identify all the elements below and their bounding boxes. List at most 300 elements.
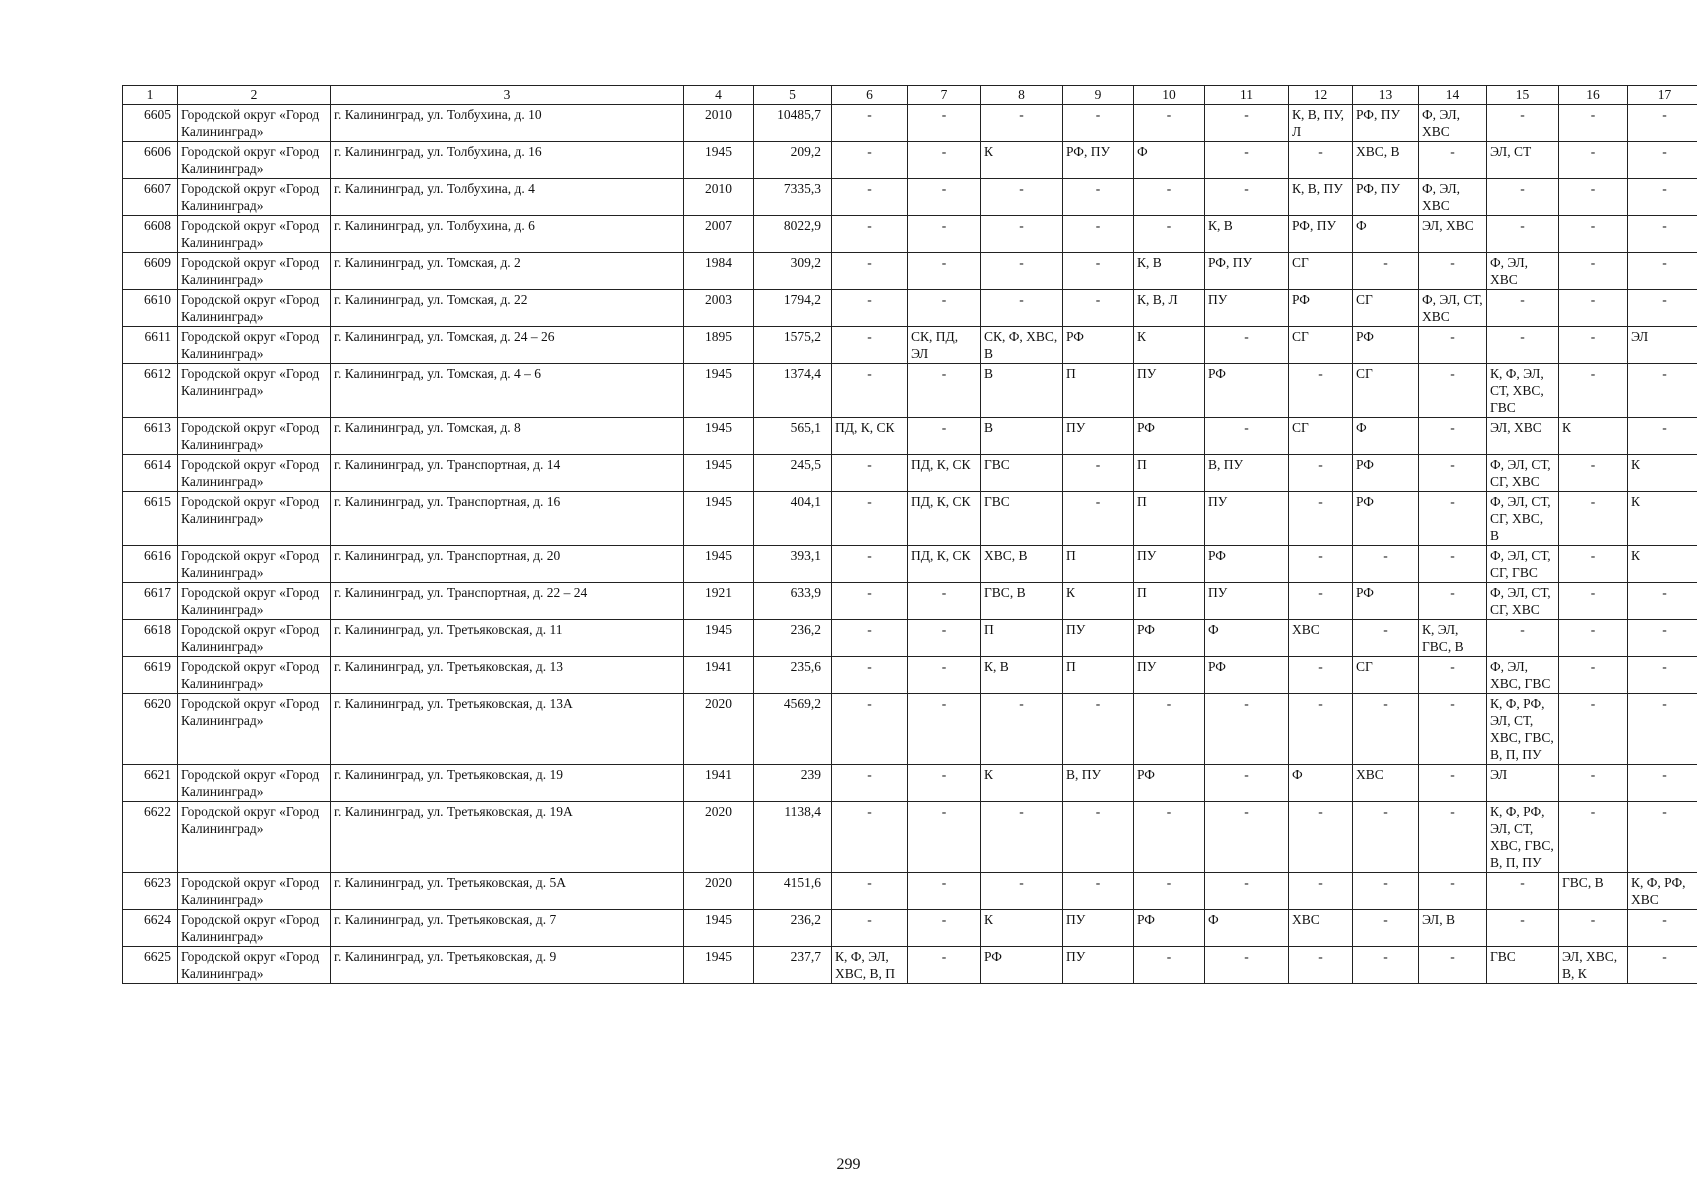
year-cell: 1945 [684, 142, 754, 179]
work-type-cell-col15: ГВС [1487, 947, 1559, 984]
district-cell: Городской округ «Город Калининград» [178, 492, 331, 546]
area-cell: 4569,2 [754, 694, 832, 765]
work-type-cell-col6: - [832, 546, 908, 583]
work-type-cell-col8: В [981, 418, 1063, 455]
work-type-cell-col12: Ф [1289, 765, 1353, 802]
work-type-cell-col14: - [1419, 455, 1487, 492]
work-type-cell-col15: ЭЛ, СТ [1487, 142, 1559, 179]
work-type-cell-col17: - [1628, 947, 1697, 984]
work-type-cell-col14: - [1419, 142, 1487, 179]
year-cell: 1945 [684, 947, 754, 984]
work-type-cell-col9: - [1063, 253, 1134, 290]
work-type-cell-col15: - [1487, 910, 1559, 947]
work-type-cell-col9: - [1063, 105, 1134, 142]
work-type-cell-col7: - [908, 910, 981, 947]
work-type-cell-col16: - [1559, 910, 1628, 947]
address-cell: г. Калининград, ул. Третьяковская, д. 7 [331, 910, 684, 947]
area-cell: 393,1 [754, 546, 832, 583]
district-cell: Городской округ «Город Калининград» [178, 802, 331, 873]
table-row [123, 873, 1697, 910]
work-type-cell-col16: - [1559, 492, 1628, 546]
work-type-cell-col15: К, Ф, РФ, ЭЛ, СТ, ХВС, ГВС, В, П, ПУ [1487, 802, 1559, 873]
work-type-cell-col15: Ф, ЭЛ, СТ, СГ, ХВС [1487, 583, 1559, 620]
work-type-cell-col12: - [1289, 947, 1353, 984]
work-type-cell-col15: Ф, ЭЛ, СТ, СГ, ГВС [1487, 546, 1559, 583]
address-cell: г. Калининград, ул. Томская, д. 4 – 6 [331, 364, 684, 418]
column-header-1: 1 [123, 86, 178, 105]
year-cell: 1945 [684, 620, 754, 657]
work-type-cell-col9: ПУ [1063, 947, 1134, 984]
address-cell: г. Калининград, ул. Третьяковская, д. 13А [331, 694, 684, 765]
district-cell: Городской округ «Город Калининград» [178, 873, 331, 910]
work-type-cell-col13: ХВС [1353, 765, 1419, 802]
row-number-cell: 6612 [123, 364, 178, 418]
work-type-cell-col12: ХВС [1289, 620, 1353, 657]
table-row [123, 142, 1697, 179]
column-header-9: 9 [1063, 86, 1134, 105]
work-type-cell-col8: В [981, 364, 1063, 418]
work-type-cell-col11: Ф [1205, 910, 1289, 947]
district-cell: Городской округ «Город Калининград» [178, 947, 331, 984]
work-type-cell-col16: ГВС, В [1559, 873, 1628, 910]
registry-table [122, 85, 1697, 984]
work-type-cell-col7: - [908, 657, 981, 694]
work-type-cell-col11: РФ [1205, 657, 1289, 694]
work-type-cell-col6: - [832, 657, 908, 694]
work-type-cell-col9: РФ, ПУ [1063, 142, 1134, 179]
work-type-cell-col16: - [1559, 142, 1628, 179]
row-number-cell: 6611 [123, 327, 178, 364]
work-type-cell-col17: ЭЛ [1628, 327, 1697, 364]
work-type-cell-col13: СГ [1353, 364, 1419, 418]
address-cell: г. Калининград, ул. Третьяковская, д. 19А [331, 802, 684, 873]
work-type-cell-col10: ПУ [1134, 546, 1205, 583]
work-type-cell-col13: Ф [1353, 418, 1419, 455]
work-type-cell-col13: - [1353, 253, 1419, 290]
column-header-4: 4 [684, 86, 754, 105]
address-cell: г. Калининград, ул. Транспортная, д. 14 [331, 455, 684, 492]
row-number-cell: 6608 [123, 216, 178, 253]
work-type-cell-col10: П [1134, 583, 1205, 620]
work-type-cell-col10: П [1134, 492, 1205, 546]
work-type-cell-col10: К [1134, 327, 1205, 364]
work-type-cell-col16: - [1559, 216, 1628, 253]
row-number-cell: 6606 [123, 142, 178, 179]
work-type-cell-col9: В, ПУ [1063, 765, 1134, 802]
work-type-cell-col9: П [1063, 546, 1134, 583]
address-cell: г. Калининград, ул. Третьяковская, д. 11 [331, 620, 684, 657]
work-type-cell-col6: - [832, 253, 908, 290]
work-type-cell-col16: - [1559, 802, 1628, 873]
column-header-7: 7 [908, 86, 981, 105]
work-type-cell-col16: - [1559, 364, 1628, 418]
work-type-cell-col6: - [832, 105, 908, 142]
area-cell: 245,5 [754, 455, 832, 492]
district-cell: Городской округ «Город Калининград» [178, 142, 331, 179]
work-type-cell-col6: - [832, 327, 908, 364]
work-type-cell-col16: К [1559, 418, 1628, 455]
work-type-cell-col16: - [1559, 694, 1628, 765]
year-cell: 2003 [684, 290, 754, 327]
work-type-cell-col14: - [1419, 765, 1487, 802]
table-row [123, 418, 1697, 455]
area-cell: 633,9 [754, 583, 832, 620]
area-cell: 404,1 [754, 492, 832, 546]
district-cell: Городской округ «Город Калининград» [178, 546, 331, 583]
work-type-cell-col7: - [908, 290, 981, 327]
work-type-cell-col14: - [1419, 873, 1487, 910]
work-type-cell-col12: ХВС [1289, 910, 1353, 947]
work-type-cell-col14: - [1419, 418, 1487, 455]
table-header-row [123, 86, 1697, 105]
area-cell: 209,2 [754, 142, 832, 179]
work-type-cell-col15: К, Ф, РФ, ЭЛ, СТ, ХВС, ГВС, В, П, ПУ [1487, 694, 1559, 765]
work-type-cell-col12: - [1289, 694, 1353, 765]
table-row [123, 216, 1697, 253]
work-type-cell-col6: - [832, 802, 908, 873]
work-type-cell-col16: - [1559, 455, 1628, 492]
area-cell: 237,7 [754, 947, 832, 984]
work-type-cell-col12: - [1289, 492, 1353, 546]
work-type-cell-col15: - [1487, 873, 1559, 910]
work-type-cell-col6: - [832, 620, 908, 657]
work-type-cell-col11: К, В [1205, 216, 1289, 253]
district-cell: Городской округ «Город Калининград» [178, 455, 331, 492]
work-type-cell-col9: ПУ [1063, 910, 1134, 947]
work-type-cell-col17: - [1628, 583, 1697, 620]
work-type-cell-col14: - [1419, 583, 1487, 620]
table-row [123, 910, 1697, 947]
work-type-cell-col8: - [981, 873, 1063, 910]
column-header-13: 13 [1353, 86, 1419, 105]
work-type-cell-col8: СК, Ф, ХВС, В [981, 327, 1063, 364]
year-cell: 2020 [684, 694, 754, 765]
year-cell: 1945 [684, 492, 754, 546]
row-number-cell: 6615 [123, 492, 178, 546]
address-cell: г. Калининград, ул. Толбухина, д. 4 [331, 179, 684, 216]
work-type-cell-col13: - [1353, 947, 1419, 984]
work-type-cell-col7: ПД, К, СК [908, 546, 981, 583]
work-type-cell-col17: - [1628, 620, 1697, 657]
work-type-cell-col7: ПД, К, СК [908, 492, 981, 546]
district-cell: Городской округ «Город Калининград» [178, 253, 331, 290]
work-type-cell-col15: К, Ф, ЭЛ, СТ, ХВС, ГВС [1487, 364, 1559, 418]
column-header-8: 8 [981, 86, 1063, 105]
work-type-cell-col13: - [1353, 694, 1419, 765]
year-cell: 2010 [684, 179, 754, 216]
work-type-cell-col16: - [1559, 620, 1628, 657]
row-number-cell: 6620 [123, 694, 178, 765]
work-type-cell-col15: - [1487, 620, 1559, 657]
work-type-cell-col14: - [1419, 492, 1487, 546]
work-type-cell-col12: СГ [1289, 327, 1353, 364]
work-type-cell-col7: - [908, 253, 981, 290]
work-type-cell-col10: РФ [1134, 910, 1205, 947]
column-header-3: 3 [331, 86, 684, 105]
work-type-cell-col14: - [1419, 546, 1487, 583]
work-type-cell-col13: СГ [1353, 657, 1419, 694]
work-type-cell-col13: - [1353, 802, 1419, 873]
work-type-cell-col8: ГВС, В [981, 583, 1063, 620]
work-type-cell-col15: - [1487, 105, 1559, 142]
address-cell: г. Калининград, ул. Томская, д. 22 [331, 290, 684, 327]
work-type-cell-col15: Ф, ЭЛ, СТ, СГ, ХВС [1487, 455, 1559, 492]
work-type-cell-col10: - [1134, 947, 1205, 984]
table-row [123, 620, 1697, 657]
work-type-cell-col11: - [1205, 179, 1289, 216]
area-cell: 235,6 [754, 657, 832, 694]
work-type-cell-col7: - [908, 947, 981, 984]
work-type-cell-col14: ЭЛ, В [1419, 910, 1487, 947]
column-header-14: 14 [1419, 86, 1487, 105]
area-cell: 565,1 [754, 418, 832, 455]
work-type-cell-col12: К, В, ПУ, Л [1289, 105, 1353, 142]
work-type-cell-col17: - [1628, 105, 1697, 142]
work-type-cell-col10: ПУ [1134, 657, 1205, 694]
work-type-cell-col14: - [1419, 253, 1487, 290]
work-type-cell-col11: - [1205, 694, 1289, 765]
district-cell: Городской округ «Город Калининград» [178, 216, 331, 253]
work-type-cell-col17: К [1628, 546, 1697, 583]
work-type-cell-col12: РФ, ПУ [1289, 216, 1353, 253]
work-type-cell-col14: - [1419, 947, 1487, 984]
work-type-cell-col15: - [1487, 327, 1559, 364]
work-type-cell-col12: - [1289, 546, 1353, 583]
work-type-cell-col8: - [981, 694, 1063, 765]
work-type-cell-col11: - [1205, 802, 1289, 873]
work-type-cell-col10: - [1134, 694, 1205, 765]
table-row [123, 179, 1697, 216]
district-cell: Городской округ «Город Калининград» [178, 694, 331, 765]
work-type-cell-col10: К, В, Л [1134, 290, 1205, 327]
work-type-cell-col12: - [1289, 873, 1353, 910]
area-cell: 4151,6 [754, 873, 832, 910]
work-type-cell-col14: - [1419, 364, 1487, 418]
work-type-cell-col14: - [1419, 694, 1487, 765]
work-type-cell-col13: РФ [1353, 327, 1419, 364]
work-type-cell-col8: - [981, 253, 1063, 290]
table-row [123, 546, 1697, 583]
work-type-cell-col16: - [1559, 546, 1628, 583]
work-type-cell-col16: - [1559, 765, 1628, 802]
work-type-cell-col7: - [908, 364, 981, 418]
work-type-cell-col9: К [1063, 583, 1134, 620]
table-row [123, 947, 1697, 984]
district-cell: Городской округ «Город Калининград» [178, 657, 331, 694]
area-cell: 1575,2 [754, 327, 832, 364]
work-type-cell-col14: Ф, ЭЛ, ХВС [1419, 105, 1487, 142]
address-cell: г. Калининград, ул. Транспортная, д. 22 – 24 [331, 583, 684, 620]
work-type-cell-col11: - [1205, 142, 1289, 179]
district-cell: Городской округ «Город Калининград» [178, 910, 331, 947]
work-type-cell-col10: РФ [1134, 620, 1205, 657]
year-cell: 2007 [684, 216, 754, 253]
work-type-cell-col13: - [1353, 910, 1419, 947]
work-type-cell-col7: - [908, 142, 981, 179]
year-cell: 1945 [684, 546, 754, 583]
work-type-cell-col13: ХВС, В [1353, 142, 1419, 179]
work-type-cell-col9: - [1063, 216, 1134, 253]
work-type-cell-col11: - [1205, 765, 1289, 802]
column-header-6: 6 [832, 86, 908, 105]
work-type-cell-col8: РФ [981, 947, 1063, 984]
work-type-cell-col11: - [1205, 327, 1289, 364]
work-type-cell-col6: - [832, 216, 908, 253]
row-number-cell: 6609 [123, 253, 178, 290]
work-type-cell-col14: Ф, ЭЛ, ХВС [1419, 179, 1487, 216]
work-type-cell-col17: - [1628, 179, 1697, 216]
work-type-cell-col8: - [981, 105, 1063, 142]
area-cell: 239 [754, 765, 832, 802]
area-cell: 1794,2 [754, 290, 832, 327]
row-number-cell: 6607 [123, 179, 178, 216]
work-type-cell-col8: К, В [981, 657, 1063, 694]
work-type-cell-col7: - [908, 216, 981, 253]
area-cell: 1374,4 [754, 364, 832, 418]
work-type-cell-col16: - [1559, 253, 1628, 290]
work-type-cell-col11: Ф [1205, 620, 1289, 657]
year-cell: 1945 [684, 418, 754, 455]
work-type-cell-col9: - [1063, 492, 1134, 546]
work-type-cell-col17: К [1628, 455, 1697, 492]
work-type-cell-col6: - [832, 492, 908, 546]
year-cell: 1895 [684, 327, 754, 364]
work-type-cell-col9: П [1063, 364, 1134, 418]
work-type-cell-col8: К [981, 910, 1063, 947]
work-type-cell-col15: ЭЛ [1487, 765, 1559, 802]
work-type-cell-col13: РФ [1353, 455, 1419, 492]
work-type-cell-col6: - [832, 583, 908, 620]
address-cell: г. Калининград, ул. Толбухина, д. 10 [331, 105, 684, 142]
row-number-cell: 6618 [123, 620, 178, 657]
work-type-cell-col6: - [832, 364, 908, 418]
work-type-cell-col12: - [1289, 455, 1353, 492]
row-number-cell: 6605 [123, 105, 178, 142]
work-type-cell-col10: - [1134, 873, 1205, 910]
work-type-cell-col17: - [1628, 418, 1697, 455]
work-type-cell-col8: ГВС [981, 492, 1063, 546]
district-cell: Городской округ «Город Калининград» [178, 105, 331, 142]
address-cell: г. Калининград, ул. Томская, д. 8 [331, 418, 684, 455]
work-type-cell-col6: - [832, 694, 908, 765]
work-type-cell-col10: - [1134, 216, 1205, 253]
year-cell: 1941 [684, 765, 754, 802]
row-number-cell: 6616 [123, 546, 178, 583]
address-cell: г. Калининград, ул. Третьяковская, д. 13 [331, 657, 684, 694]
work-type-cell-col13: РФ, ПУ [1353, 179, 1419, 216]
work-type-cell-col11: ПУ [1205, 290, 1289, 327]
column-header-5: 5 [754, 86, 832, 105]
work-type-cell-col8: К [981, 142, 1063, 179]
work-type-cell-col7: ПД, К, СК [908, 455, 981, 492]
area-cell: 1138,4 [754, 802, 832, 873]
year-cell: 1984 [684, 253, 754, 290]
table-row [123, 583, 1697, 620]
work-type-cell-col6: - [832, 455, 908, 492]
district-cell: Городской округ «Город Калининград» [178, 418, 331, 455]
column-header-11: 11 [1205, 86, 1289, 105]
year-cell: 1941 [684, 657, 754, 694]
work-type-cell-col17: - [1628, 802, 1697, 873]
work-type-cell-col17: - [1628, 142, 1697, 179]
column-header-17: 17 [1628, 86, 1697, 105]
area-cell: 236,2 [754, 620, 832, 657]
work-type-cell-col9: - [1063, 290, 1134, 327]
district-cell: Городской округ «Город Калининград» [178, 290, 331, 327]
area-cell: 8022,9 [754, 216, 832, 253]
work-type-cell-col8: К [981, 765, 1063, 802]
work-type-cell-col12: СГ [1289, 418, 1353, 455]
work-type-cell-col17: К [1628, 492, 1697, 546]
work-type-cell-col12: К, В, ПУ [1289, 179, 1353, 216]
work-type-cell-col16: - [1559, 657, 1628, 694]
page-number: 299 [836, 1156, 861, 1173]
work-type-cell-col9: - [1063, 873, 1134, 910]
work-type-cell-col11: - [1205, 105, 1289, 142]
work-type-cell-col17: - [1628, 765, 1697, 802]
district-cell: Городской округ «Город Калининград» [178, 583, 331, 620]
district-cell: Городской округ «Город Калининград» [178, 364, 331, 418]
work-type-cell-col17: - [1628, 253, 1697, 290]
work-type-cell-col6: К, Ф, ЭЛ, ХВС, В, П [832, 947, 908, 984]
work-type-cell-col7: - [908, 179, 981, 216]
work-type-cell-col16: - [1559, 327, 1628, 364]
work-type-cell-col9: П [1063, 657, 1134, 694]
work-type-cell-col7: - [908, 873, 981, 910]
column-header-15: 15 [1487, 86, 1559, 105]
district-cell: Городской округ «Город Калининград» [178, 327, 331, 364]
address-cell: г. Калининград, ул. Третьяковская, д. 5А [331, 873, 684, 910]
work-type-cell-col15: - [1487, 179, 1559, 216]
area-cell: 236,2 [754, 910, 832, 947]
work-type-cell-col9: - [1063, 455, 1134, 492]
table-row [123, 657, 1697, 694]
work-type-cell-col9: - [1063, 179, 1134, 216]
work-type-cell-col14: К, ЭЛ, ГВС, В [1419, 620, 1487, 657]
area-cell: 7335,3 [754, 179, 832, 216]
work-type-cell-col12: - [1289, 364, 1353, 418]
district-cell: Городской округ «Город Калининград» [178, 765, 331, 802]
work-type-cell-col10: ПУ [1134, 364, 1205, 418]
address-cell: г. Калининград, ул. Томская, д. 2 [331, 253, 684, 290]
work-type-cell-col6: - [832, 873, 908, 910]
table-row [123, 802, 1697, 873]
work-type-cell-col6: ПД, К, СК [832, 418, 908, 455]
work-type-cell-col7: - [908, 694, 981, 765]
work-type-cell-col6: - [832, 910, 908, 947]
work-type-cell-col12: - [1289, 657, 1353, 694]
table-row [123, 694, 1697, 765]
work-type-cell-col8: ХВС, В [981, 546, 1063, 583]
year-cell: 1921 [684, 583, 754, 620]
table-row [123, 253, 1697, 290]
work-type-cell-col13: - [1353, 546, 1419, 583]
work-type-cell-col7: - [908, 802, 981, 873]
work-type-cell-col15: ЭЛ, ХВС [1487, 418, 1559, 455]
work-type-cell-col13: - [1353, 873, 1419, 910]
work-type-cell-col11: РФ [1205, 364, 1289, 418]
work-type-cell-col17: - [1628, 364, 1697, 418]
work-type-cell-col10: РФ [1134, 418, 1205, 455]
year-cell: 1945 [684, 364, 754, 418]
work-type-cell-col14: - [1419, 327, 1487, 364]
work-type-cell-col11: - [1205, 418, 1289, 455]
row-number-cell: 6610 [123, 290, 178, 327]
address-cell: г. Калининград, ул. Томская, д. 24 – 26 [331, 327, 684, 364]
work-type-cell-col10: К, В [1134, 253, 1205, 290]
work-type-cell-col15: - [1487, 216, 1559, 253]
work-type-cell-col11: РФ, ПУ [1205, 253, 1289, 290]
